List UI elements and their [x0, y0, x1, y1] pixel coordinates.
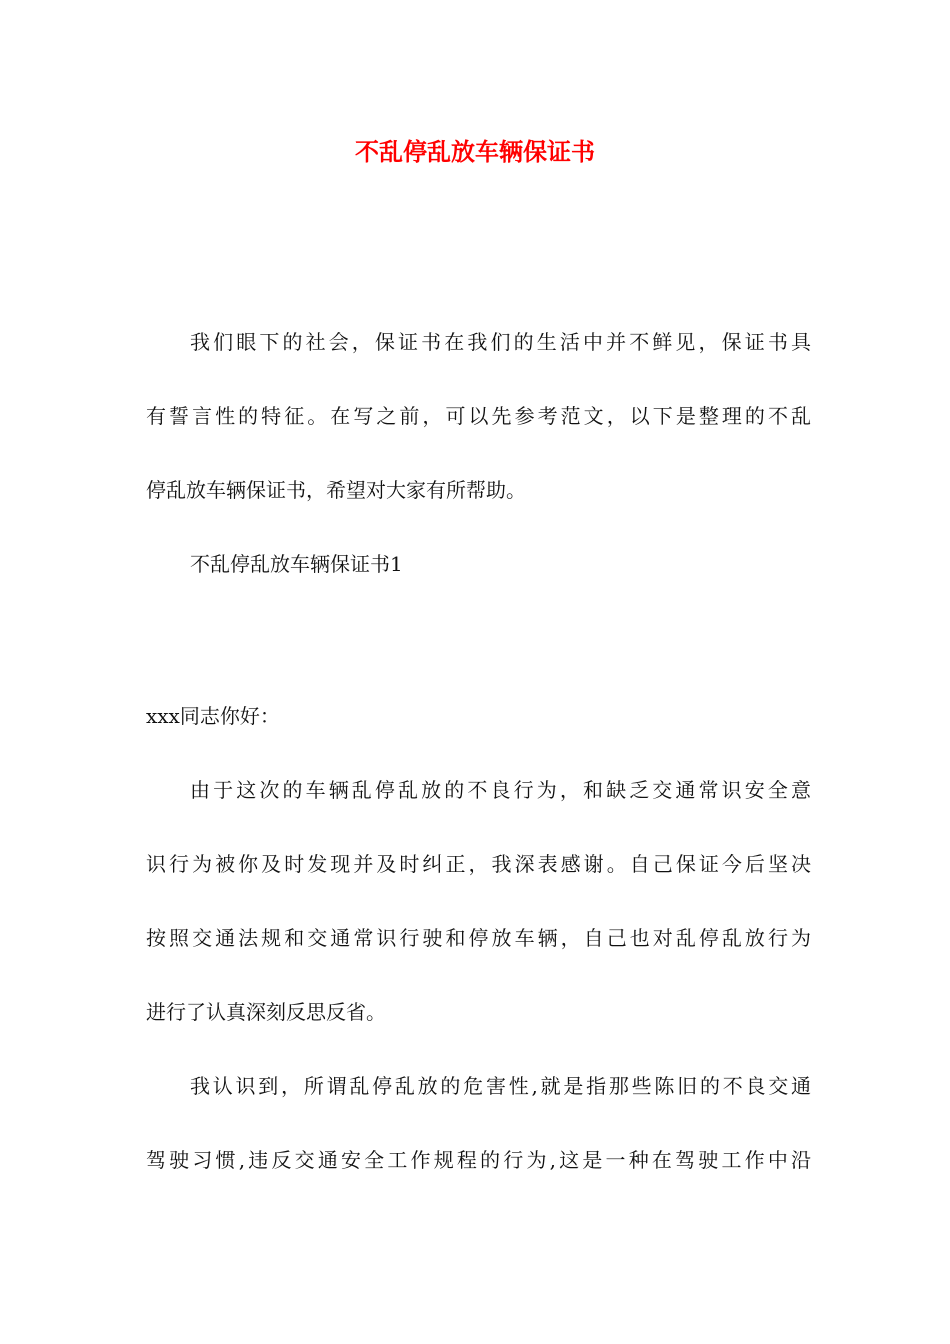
paragraph1-line-1: 由于这次的车辆乱停乱放的不良行为，和缺乏交通常识安全意 [190, 778, 811, 802]
salutation: xxx同志你好： [146, 704, 280, 728]
intro-line-3: 停乱放车辆保证书，希望对大家有所帮助。 [146, 478, 526, 502]
paragraph2-line-1: 我认识到，所谓乱停乱放的危害性,就是指那些陈旧的不良交通 [190, 1074, 811, 1098]
intro-line-1: 我们眼下的社会，保证书在我们的生活中并不鲜见，保证书具 [190, 330, 811, 354]
paragraph2-line-2: 驾驶习惯,违反交通安全工作规程的行为,这是一种在驾驶工作中沿 [146, 1148, 811, 1172]
paragraph1-line-3: 按照交通法规和交通常识行驶和停放车辆，自己也对乱停乱放行为 [146, 926, 811, 950]
document-title: 不乱停乱放车辆保证书 [355, 137, 595, 166]
paragraph1-line-4: 进行了认真深刻反思反省。 [146, 1000, 386, 1024]
section-heading: 不乱停乱放车辆保证书1 [190, 552, 403, 576]
intro-line-2: 有誓言性的特征。在写之前，可以先参考范文，以下是整理的不乱 [146, 404, 811, 428]
paragraph1-line-2: 识行为被你及时发现并及时纠正，我深表感谢。自己保证今后坚决 [146, 852, 811, 876]
